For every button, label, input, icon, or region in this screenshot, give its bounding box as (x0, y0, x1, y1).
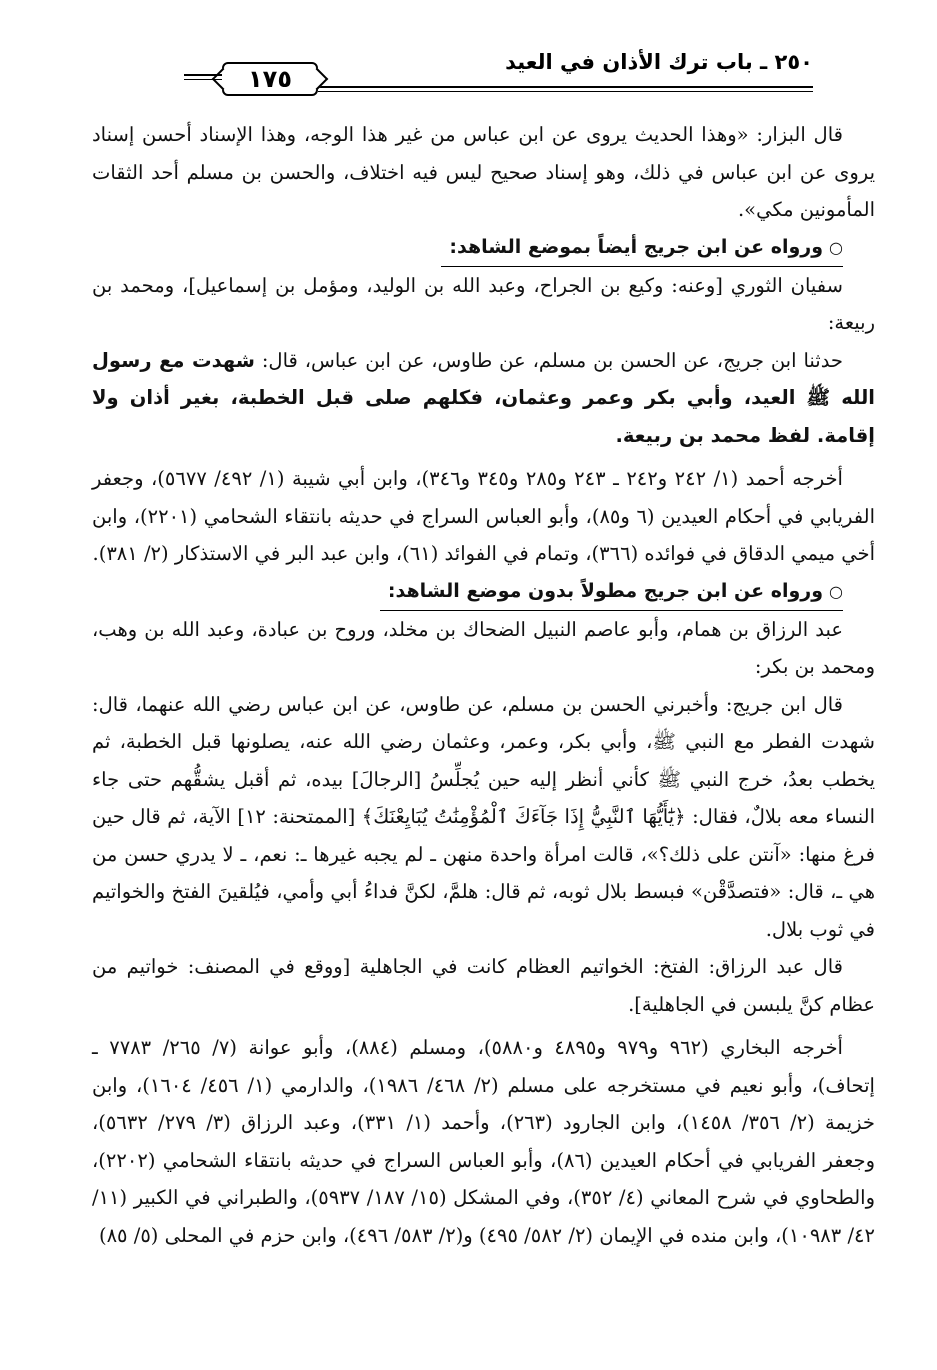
takhrij-note: أخرجه أحمد (١/ ٢٤٢ و٢٤٢ ـ ٢٤٣ و٢٨٥ و٣٤٥ و٣٤٦)، وابن أبي شيبة (١/ ٤٩٢/ ٥٦٧٧)، وجعفر الفريابي في أحكام العيدين (٦ و٨٥)، وأبو العباس السراج في حديثه بانتقاء الشحامي (٢٢٠١)، وابن أخي ميمي الدقاق في فوائده (٣٦٦)، وتمام في الفوائد (٦١)، وابن عبد البر في الاستذكار (٢/ ٣٨١). (92, 467, 875, 565)
hadith-chain: حدثنا ابن جريج، عن الحسن بن مسلم، عن طاوس، عن ابن عباس، قال: (261, 348, 843, 372)
page-body (92, 116, 875, 1254)
header-rule-left (184, 74, 222, 80)
paragraph: قال عبد الرزاق: الفتخ: الخواتيم العظام كانت في الجاهلية [ووقع في المصنف: خواتيم من عظام كنَّ يلبسن في الجاهلية]. (92, 955, 875, 1016)
paragraph: عبد الرزاق بن همام، وأبو عاصم النبيل الضحاك بن مخلد، وروح بن عبادة، وعبد الله بن وهب، ومحمد بن بكر: (92, 617, 875, 678)
page-header (92, 0, 875, 104)
section-heading (92, 573, 875, 611)
paragraph (92, 342, 875, 455)
header-rule (318, 86, 813, 92)
circle-mark-icon: ○ (829, 237, 843, 257)
circle-mark-icon: ○ (829, 581, 843, 601)
paragraph: قال البزار: «وهذا الحديث يروى عن ابن عباس من غير هذا الوجه، وهذا الإسناد أحسن إسناد يروى عن ابن عباس في ذلك، وهو إسناد صحيح ليس فيه اختلاف، والحسن بن مسلم أحد الثقات المأمونين مكي». (92, 123, 875, 221)
takhrij-note: أخرجه البخاري (٩٦٢ و٩٧٩ و٤٨٩٥ و٥٨٨٠)، ومسلم (٨٨٤)، وأبو عوانة (٧/ ٢٦٥/ ٧٧٨٣ ـ إتحاف)، وأبو نعيم في مستخرجه على مسلم (٢/ ٤٦٨/ ١٩٨٦)، والدارمي (١/ ٤٥٦/ ١٦٠٤)، وابن خزيمة (٢/ ٣٥٦/ ١٤٥٨)، وابن الجارود (٢٦٣)، وأحمد (١/ ٣٣١)، وعبد الرزاق (٣/ ٢٧٩/ ٥٦٣٢)، وجعفر الفريابي في أحكام العيدين (٨٦)، وأبو العباس السراج في حديثه بانتقاء الشحامي (٢٢٠٢)، والطحاوي في شرح المعاني (٤/ ٣٥٢)، وفي المشكل (١٥/ ١٨٧/ ٥٩٣٧)، والطبراني في الكبير (١١/ ٤٢/ ١٠٩٨٣)، وابن منده في الإيمان (٢/ ٥٨٢/ ٤٩٥) و(٢/ ٥٨٣/ ٤٩٦)، وابن حزم في المحلى (٥/ ٨٥) (92, 1036, 875, 1247)
hadith-text: شهدت مع رسول الله ﷺ العيد، وأبي بكر وعمر وعثمان، فكلهم صلى قبل الخطبة، بغير أذان ولا إقامة. لفظ محمد بن ربيعة. (92, 348, 875, 447)
heading-text: ورواه عن ابن جريج أيضاً بموضع الشاهد: (449, 235, 824, 258)
paragraph: سفيان الثوري [وعنه: وكيع بن الجراح، وعبد الله بن الوليد، ومؤمل بن إسماعيل]، ومحمد بن ربيعة: (92, 273, 875, 334)
section-heading (92, 229, 875, 267)
paragraph: قال ابن جريج: وأخبرني الحسن بن مسلم، عن طاوس، عن ابن عباس رضي الله عنهما، قال: شهدت الفطر مع النبي ﷺ، وأبي بكر، وعمر، وعثمان رضي الله عنه، يصلونها قبل الخطبة، ثم يخطب بعدُ، خرج النبي ﷺ كأني أنظر إليه حين يُجلِّسُ [الرجالَ] بيده، ثم أقبل يشقُّهم حتى جاء النساء معه بلالٌ، فقال: ﴿يَٰٓأَيُّهَا ٱلنَّبِيُّ إِذَا جَآءَكَ ٱلْمُؤْمِنَٰتُ يُبَايِعْنَكَ﴾ [الممتحنة: ١٢] الآية، ثم قال حين فرغ منها: «آنتن على ذلك؟»، قالت امرأة واحدة منهن ـ لم يجبه غيرها ـ: نعم، ـ لا يدري حسن من هي ـ، قال: «فتصدَّقْن» فبسط بلال ثوبه، ثم قال: هلمَّ، لكنَّ فداءُ أبي وأمي، فيُلقينَ الفتخ والخواتيم في ثوب بلال. (92, 692, 876, 941)
heading-text: ورواه عن ابن جريج مطولاً بدون موضع الشاهد: (387, 579, 824, 602)
page-number-badge: ١٧٥ (222, 62, 318, 96)
running-title: ٢٥٠ ـ باب ترك الأذان في العيد (505, 50, 813, 74)
